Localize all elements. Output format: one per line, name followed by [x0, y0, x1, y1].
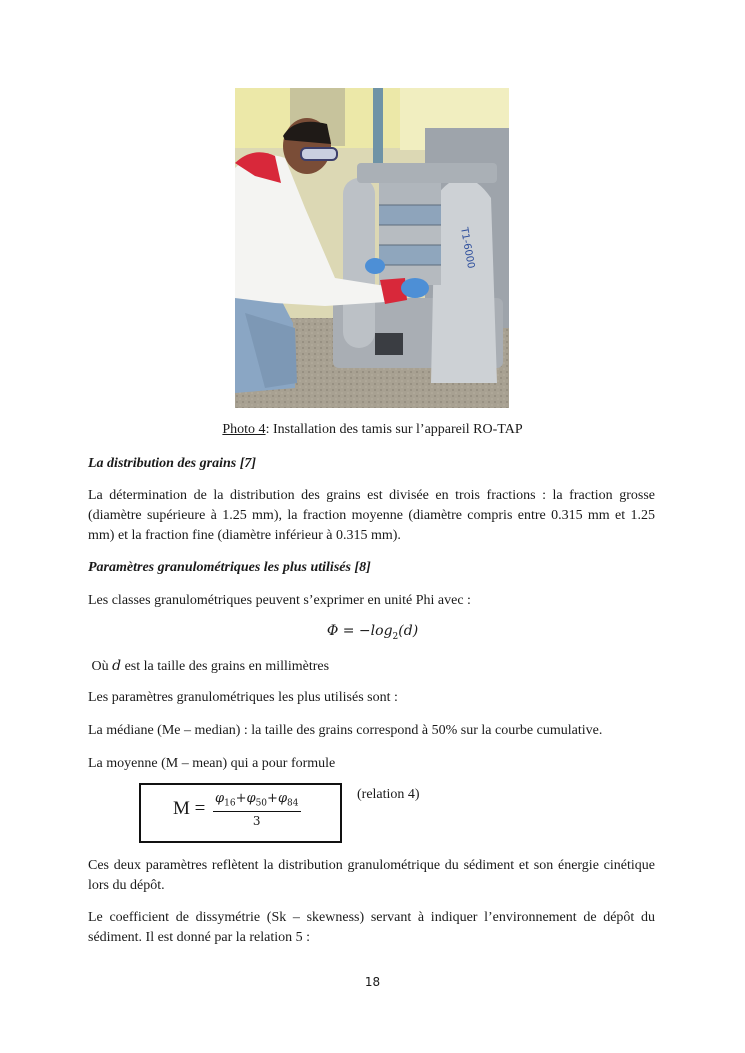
phi-subscript-16: 16	[224, 798, 236, 809]
formula-mean-lhs: M =	[173, 798, 206, 819]
phi-symbol: φ	[215, 791, 225, 806]
phi-symbol: φ	[277, 791, 288, 806]
paragraph-median: La médiane (Me – median) : la taille des grains correspond à 50% sur la courbe cumulative.	[88, 723, 603, 738]
formula-phi-subscript: 2	[392, 631, 399, 642]
ro-tap-photo	[235, 88, 509, 408]
section-heading-granulometric-parameters: Paramètres granulométriques les plus utilisés [8]	[88, 560, 371, 575]
formula-mean-numerator	[213, 791, 301, 812]
paragraph-grain-distribution: La détermination de la distribution des grains est divisée en trois fractions : la fraction grosse (diamètre supérieure à 1.25 mm), la fraction moyenne (diamètre compris entre 0.315 mm et 1.25 mm) et la fraction fine (diamètre inférieur à 0.315 mm).	[88, 488, 655, 543]
formula-mean-box	[139, 783, 342, 843]
relation-label: (relation 4)	[357, 787, 420, 802]
photo-caption-text: : Installation des tamis sur l’appareil RO-TAP	[265, 422, 523, 437]
page-number: 18	[364, 975, 381, 989]
formula-phi	[0, 623, 745, 642]
paragraph-skewness: Le coefficient de dissymétrie (Sk – skewness) servant à indiquer l’environnement de dépôt du sédiment. Il est donné par la relation 5 :	[88, 910, 655, 945]
photo-caption	[0, 422, 745, 438]
svg-text:T1-6000: T1-6000	[458, 226, 477, 270]
where-suffix: est la taille des grains en millimètres	[121, 659, 330, 674]
formula-mean-denominator: 3	[252, 813, 261, 828]
where-prefix: Où	[91, 659, 113, 674]
photo-caption-label: Photo 4	[222, 422, 266, 437]
phi-subscript-84: 84	[287, 798, 299, 809]
plus-sign: +	[235, 791, 247, 806]
phi-symbol: φ	[246, 791, 256, 806]
formula-phi-rhs: (d)	[398, 623, 419, 639]
paragraph-where-d	[88, 656, 655, 677]
paragraph-params-intro: Les paramètres granulométriques les plus utilisés sont :	[88, 690, 398, 705]
ro-tap-photo-illustration	[235, 88, 509, 408]
where-variable: d	[112, 658, 122, 674]
section-heading-grain-distribution: La distribution des grains [7]	[88, 456, 257, 471]
paragraph-reflect: Ces deux paramètres reflètent la distribution granulométrique du sédiment et son énergie cinétique lors du dépôt.	[88, 858, 655, 893]
phi-subscript-50: 50	[255, 798, 268, 809]
plus-sign: +	[267, 791, 278, 806]
formula-phi-lhs: Φ = −log	[326, 623, 393, 639]
formula-mean-fraction	[213, 791, 301, 828]
paragraph-mean: La moyenne (M – mean) qui a pour formule	[88, 756, 336, 771]
paragraph-phi-intro: Les classes granulométriques peuvent s’exprimer en unité Phi avec :	[88, 593, 471, 608]
